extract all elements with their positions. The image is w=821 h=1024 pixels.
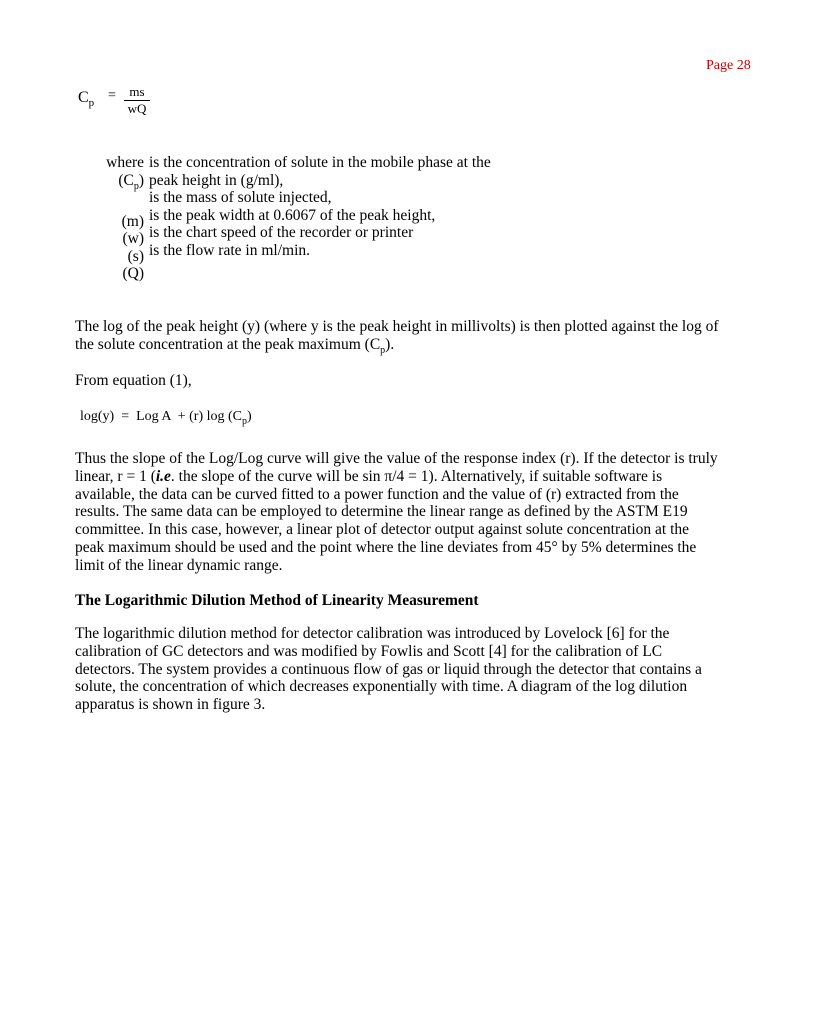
text-line: the solute concentration at the peak maximum $(C_p)$. bbox=[75, 335, 395, 356]
paragraph-slope bbox=[75, 450, 755, 575]
text-line: results. The same data can be employed to determine the linear range as defined by the ASTM E19 bbox=[75, 503, 688, 521]
formula-1-fraction bbox=[124, 84, 150, 117]
formula-1-lhs: $C_p$ bbox=[78, 89, 95, 110]
text-line: solute, the concentration of which decreases exponentially with time. A diagram of the log dilution bbox=[75, 678, 688, 696]
text-line: The log of the peak height (y) (where y is the peak height in millivolts) is then plotted against the log of bbox=[75, 318, 719, 335]
text-line: detectors. The system provides a continuous flow of gas or liquid through the detector that contains a bbox=[75, 660, 702, 678]
definition-line: is the peak width at 0.6067 of the peak height, bbox=[149, 206, 436, 224]
symbol-w: (w) bbox=[122, 230, 144, 248]
text-line: linear, r = 1 (i.e. the slope of the curve will be sin π/4 = 1). Alternatively, if suitable software is bbox=[75, 467, 663, 485]
symbol-where: where bbox=[106, 154, 144, 171]
paragraph-from-equation: From equation (1), bbox=[75, 372, 192, 389]
definition-line: is the flow rate in ml/min. bbox=[149, 241, 311, 259]
symbol-cp: $(C_p)$ bbox=[118, 171, 144, 192]
definition-line: is the concentration of solute in the mobile phase at the bbox=[149, 154, 491, 171]
definition-line: is the mass of solute injected, bbox=[149, 189, 332, 206]
paragraph-log-dilution bbox=[75, 625, 755, 714]
formula-1-equals: = bbox=[108, 88, 116, 103]
text-line: committee. In this case, however, a linear plot of detector output against solute concentration at the bbox=[75, 521, 690, 539]
text-line: calibration of GC detectors and was modified by Fowlis and Scott [4] for the calibration of LC bbox=[75, 642, 663, 660]
page-number: Page 28 bbox=[706, 58, 751, 73]
definition-line: peak height in (g/ml), bbox=[149, 171, 284, 189]
text-line: apparatus is shown in figure 3. bbox=[75, 696, 266, 714]
formula-2: log(y) = Log A + (r) $\log (C_p)$ bbox=[80, 409, 252, 427]
symbol-blank bbox=[100, 195, 144, 213]
paragraph-log-plot bbox=[75, 318, 755, 360]
text-line: available, the data can be curved fitted to a power function and the value of (r) extracted from the bbox=[75, 485, 679, 503]
text-line: peak maximum should be used and the point where the line deviates from 45° by 5% determines the bbox=[75, 538, 697, 556]
variable-descriptions bbox=[149, 154, 491, 259]
formula-1-denominator: wQ bbox=[127, 101, 147, 116]
symbol-s: (s) bbox=[127, 247, 144, 265]
text-line: The logarithmic dilution method for detector calibration was introduced by Lovelock [6] for the bbox=[75, 625, 670, 642]
variable-symbols bbox=[100, 154, 144, 283]
symbol-q: (Q) bbox=[122, 265, 144, 283]
text-line: limit of the linear dynamic range. bbox=[75, 556, 283, 574]
formula-1-numerator: ms bbox=[124, 84, 150, 101]
section-heading: The Logarithmic Dilution Method of Linearity Measurement bbox=[75, 592, 479, 609]
definition-line: is the chart speed of the recorder or printer bbox=[149, 224, 414, 241]
symbol-m: (m) bbox=[121, 212, 144, 230]
text-line: Thus the slope of the Log/Log curve will give the value of the response index (r). If the detector is truly bbox=[75, 450, 718, 467]
